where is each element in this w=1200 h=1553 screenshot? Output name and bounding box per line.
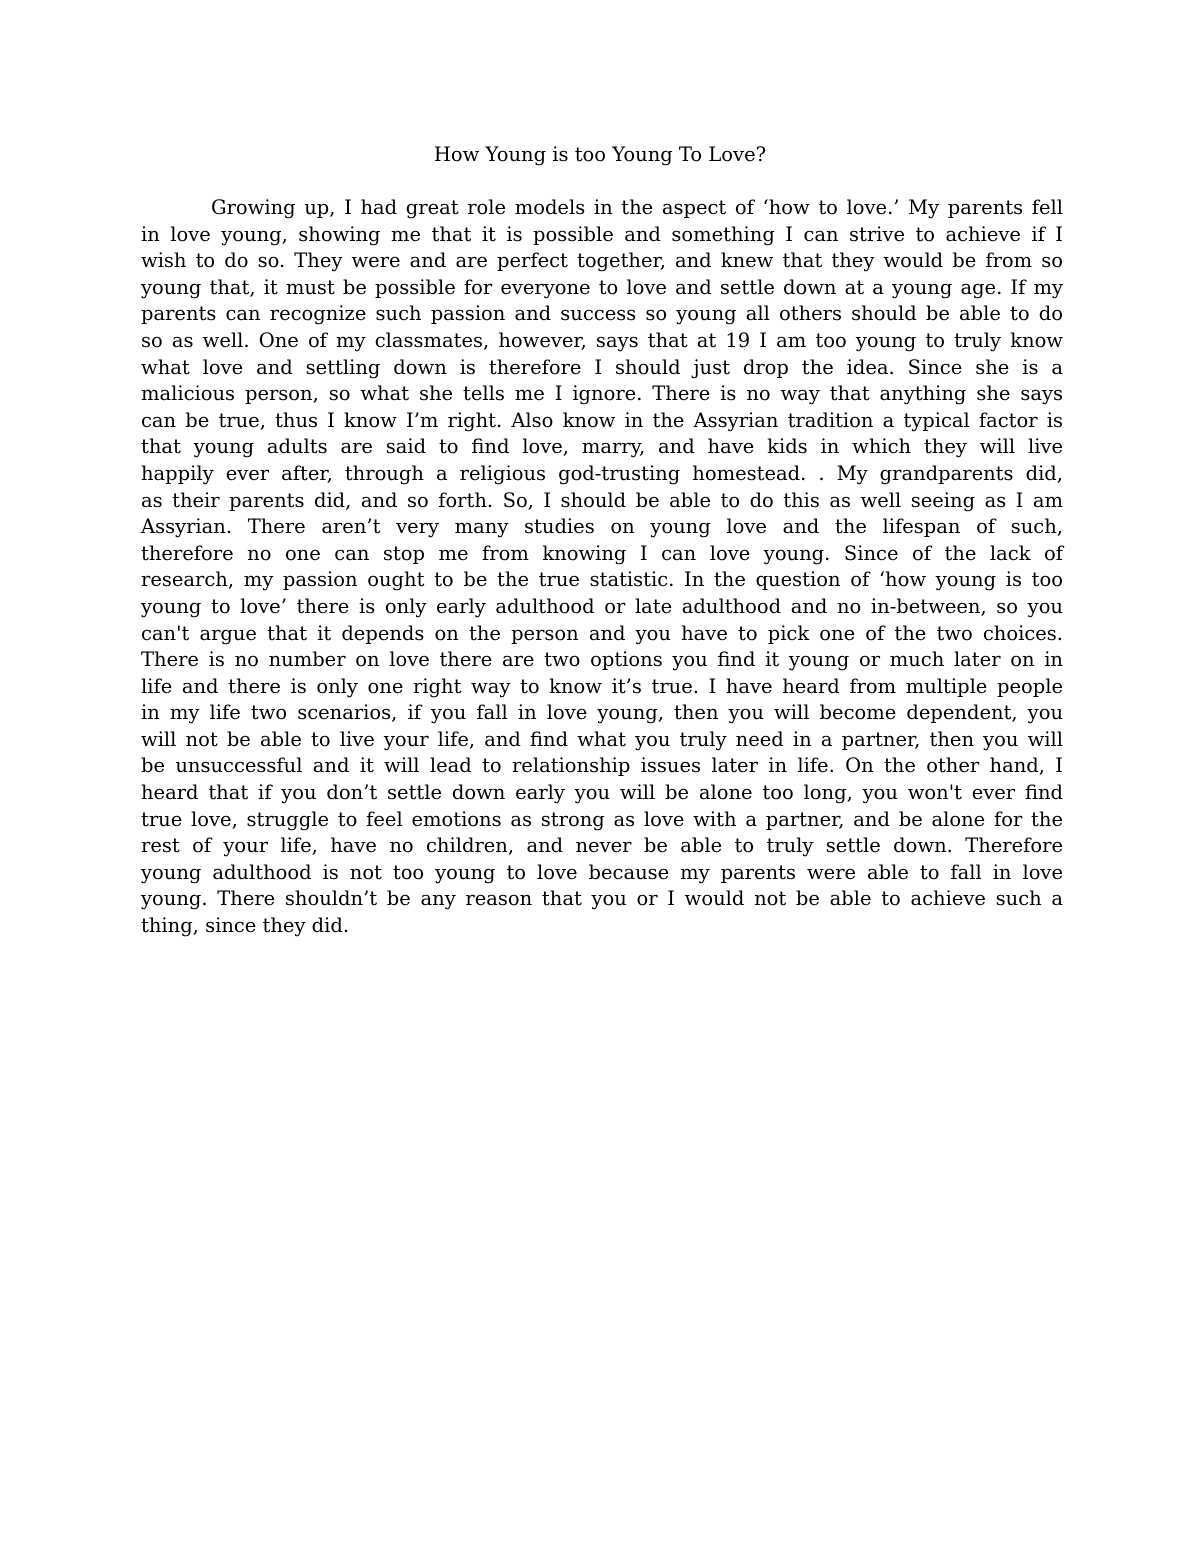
paragraph-line: Assyrian. There aren’t very many studies on young love and the lifespan of such, <box>141 515 1063 539</box>
paragraph-line: can't argue that it depends on the person and you have to pick one of the two choices. <box>141 621 1063 645</box>
paragraph-line: Growing up, I had great role models in the aspect of ‘how to love.’ My parents fell <box>211 196 1063 219</box>
paragraph-line: true love, struggle to feel emotions as strong as love with a partner, and be alone for the <box>141 807 1063 831</box>
paragraph-line: young adulthood is not too young to love because my parents were able to fall in love <box>141 860 1063 884</box>
paragraph-line: happily ever after, through a religious god-trusting homestead. . My grandparents did, <box>141 461 1063 485</box>
paragraph-line: will not be able to live your life, and find what you truly need in a partner, then you will <box>141 727 1063 751</box>
paragraph-line: in my life two scenarios, if you fall in love young, then you will become dependent, you <box>141 701 1063 725</box>
paragraph-line: research, my passion ought to be the true statistic. In the question of ‘how young is too <box>141 568 1063 592</box>
paragraph-line: rest of your life, have no children, and never be able to truly settle down. Therefore <box>141 834 1063 858</box>
paragraph-line: parents can recognize such passion and success so young all others should be able to do <box>141 302 1063 326</box>
paragraph-line: life and there is only one right way to know it’s true. I have heard from multiple people <box>141 674 1063 698</box>
paragraph-line: what love and settling down is therefore I should just drop the idea. Since she is a <box>141 355 1063 379</box>
paragraph-line: therefore no one can stop me from knowing I can love young. Since of the lack of <box>141 541 1063 565</box>
paragraph-line: wish to do so. They were and are perfect together, and knew that they would be from so <box>141 249 1063 273</box>
paragraph-line: be unsuccessful and it will lead to relationship issues later in life. On the other hand, I <box>141 754 1063 778</box>
paragraph-line: malicious person, so what she tells me I ignore. There is no way that anything she says <box>141 382 1063 406</box>
paragraph-line: young. There shouldn’t be any reason that you or I would not be able to achieve such a <box>141 887 1063 911</box>
paragraph-line: thing, since they did. <box>141 914 350 938</box>
essay-paragraph <box>141 195 1063 940</box>
paragraph-line: as their parents did, and so forth. So, I should be able to do this as well seeing as I am <box>141 488 1063 512</box>
document-title: How Young is too Young To Love? <box>433 143 767 166</box>
paragraph-line: young to love’ there is only early adulthood or late adulthood and no in-between, so you <box>141 594 1063 618</box>
paragraph-line: in love young, showing me that it is possible and something I can strive to achieve if I <box>141 222 1063 246</box>
paragraph-line: can be true, thus I know I’m right. Also know in the Assyrian tradition a typical factor is <box>141 408 1063 432</box>
paragraph-line: so as well. One of my classmates, however, says that at 19 I am too young to truly know <box>141 328 1063 352</box>
paragraph-line: heard that if you don’t settle down early you will be alone too long, you won't ever find <box>141 781 1063 805</box>
paragraph-line: young that, it must be possible for everyone to love and settle down at a young age. If my <box>141 275 1063 299</box>
paragraph-line: There is no number on love there are two options you find it young or much later on in <box>141 648 1063 672</box>
paragraph-line: that young adults are said to find love, marry, and have kids in which they will live <box>141 435 1063 459</box>
